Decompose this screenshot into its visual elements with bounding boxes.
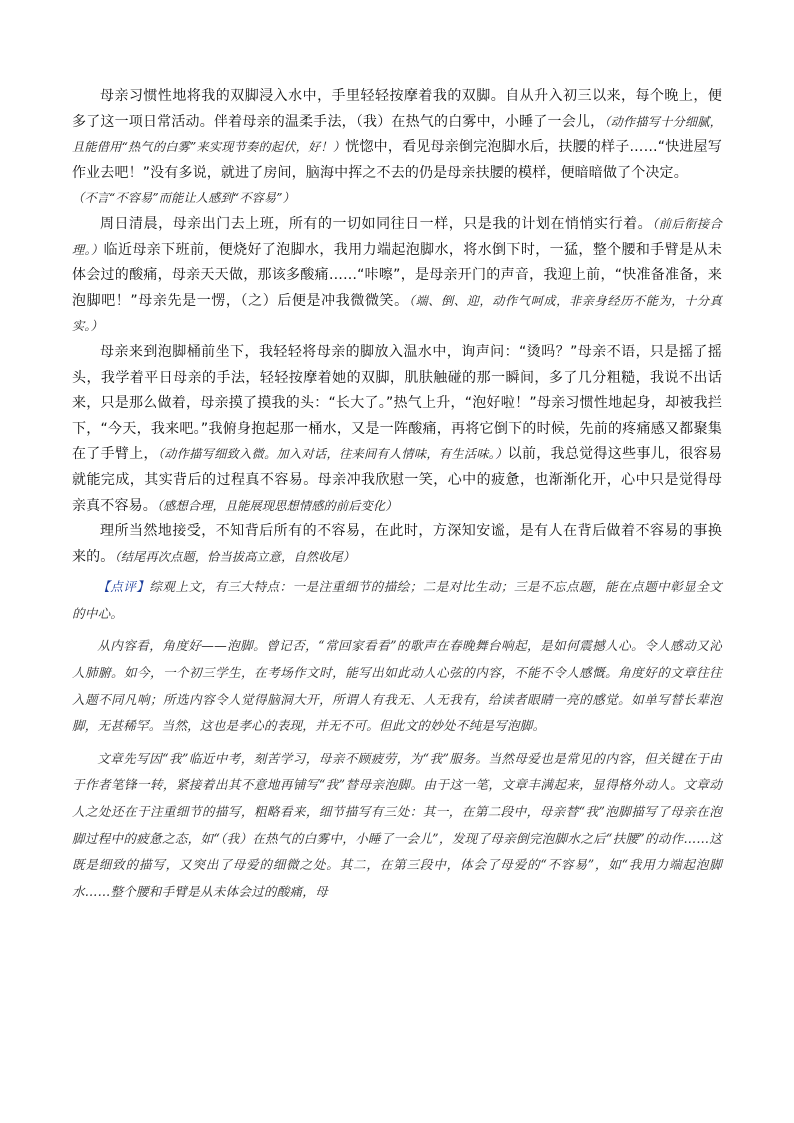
commentary-lead-text: 综观上文，有三大特点：一是注重细节的描绘；二是对比生动；三是不忘点题，能在点题中彰显全文的中心。	[72, 579, 722, 621]
essay-paragraph	[72, 84, 722, 186]
essay-paragraph	[72, 186, 722, 212]
annotation-note: （动作描写细致入微。加入对话，往来间有人情味，有生活味。）	[157, 447, 508, 462]
commentary-lead	[72, 574, 722, 627]
essay-paragraph	[72, 519, 722, 570]
commentary-paragraph: 文章先写因“我”临近中考，刻苦学习，母亲不顾疲劳，为“我”服务。当然母爱也是常见的内容，但关键在于由于作者笔锋一转，紧接着出其不意地再铺写“我”替母亲泡脚。由于这一笔，文章丰满起来，显得格外动人。文章动人之处还在于注重细节的描写，粗略看来，细节描写有三处：其一，在第二段中，母亲替“我”泡脚描写了母亲在泡脚过程中的疲惫之态，如“（我）在热气的白雾中，小睡了一会儿”，发现了母亲倒完泡脚水之后“扶腰”的动作……这既是细致的描写，又突出了母爱的细微之处。其二，在第三段中，体会了母爱的“不容易”，如“我用力端起泡脚水……整个腰和手臂是从未体会过的酸痛，母	[72, 750, 722, 899]
annotation-note: （结尾再次点题，恰当拔高立意，自然收尾）	[114, 549, 356, 564]
commentary-section	[72, 574, 722, 905]
annotation-note: （动作描写十分细腻，且能借用“热气的白雾”来实现节奏的起伏，好！）	[72, 114, 722, 155]
essay-paragraph	[72, 212, 722, 340]
essay-text: 母亲习惯性地将我的双脚浸入水中，手里轻轻按摩着我的双脚。自从升入初三以来，每个晚上，便多了这一项日常活动。伴着母亲的温柔手法，（我）在热气的白雾中，小睡了一会儿，	[72, 88, 722, 130]
commentary-tag: 【点评】	[97, 579, 150, 595]
annotation-note: （端、倒、迎，动作气呵成，非亲身经历不能为，十分真实。）	[72, 293, 722, 334]
essay-paragraph	[72, 340, 722, 519]
annotation-note: （感想合理，且能展现思想情感的前后变化）	[156, 498, 398, 513]
annotation-note: （前后衔接合理。）	[72, 216, 722, 257]
essay-body	[72, 84, 722, 570]
commentary-paragraph: 从内容看，角度好——泡脚。曾记否，“常回家看看”的歌声在春晚舞台响起，是如何震撼人心。令人感动又沁人肺腑。如今，一个初三学生，在考场作文时，能写出如此动人心弦的内容，不能不令人感慨。角度好的文章往往入题不同凡响；所选内容令人觉得脑洞大开，所谓人有我无、人无我有，给读者眼睛一亮的感觉。如单写替长辈泡脚，无甚稀罕。当然，这也是孝心的表现，并无不可。但此文的妙处不纯是写泡脚。	[72, 638, 722, 734]
essay-text: 临近母亲下班前，便烧好了泡脚水，我用力端起泡脚水，将水倒下时，一猛，整个腰和手臂是从未体会过的酸痛，母亲天天做，那该多酸痛……“咔嚓”，是母亲开门的声音，我迎上前，“快准备准备，来泡脚吧！”母亲先是一愣，（之）后便是冲我微微笑。	[72, 241, 722, 309]
essay-text: 恍惚中，看见母亲倒完泡脚水后，扶腰的样子……“快进屋写作业去吧！”没有多说，就进了房间，脑海中挥之不去的仍是母亲扶腰的模样，便暗暗做了个决定。	[72, 139, 722, 181]
essay-text: 以前，我总觉得这些事儿，很容易就能完成，其实背后的过程真不容易。母亲冲我欣慰一笑，心中的疲惫，也渐渐化开，心中只是觉得母亲真不容易。	[72, 446, 723, 514]
essay-text: 理所当然地接受，不知背后所有的不容易，在此时，方深知安谧，是有人在背后做着不容易的事换来的。	[72, 523, 722, 565]
essay-text: 母亲来到泡脚桶前坐下，我轻轻将母亲的脚放入温水中，询声问：“烫吗？”母亲不语，只是摇了摇头，我学着平日母亲的手法，轻轻按摩着她的双脚，肌肤触碰的那一瞬间，多了几分粗糙，我说不出话来，只是那么做着，母亲摸了摸我的头：“长大了。”热气上升，“泡好啦！”母亲习惯性地起身，却被我拦下，“今天，我来吧。”我俯身抱起那一桶水，又是一阵酸痛，再将它倒下的时候，先前的疼痛感又都聚集在了手臂上，	[72, 343, 722, 463]
annotation-note: （不言“不容易”而能让人感到“不容易”）	[72, 191, 295, 206]
essay-text: 周日清晨，母亲出门去上班，所有的一切如同往日一样，只是我的计划在悄悄实行着。	[100, 215, 653, 232]
